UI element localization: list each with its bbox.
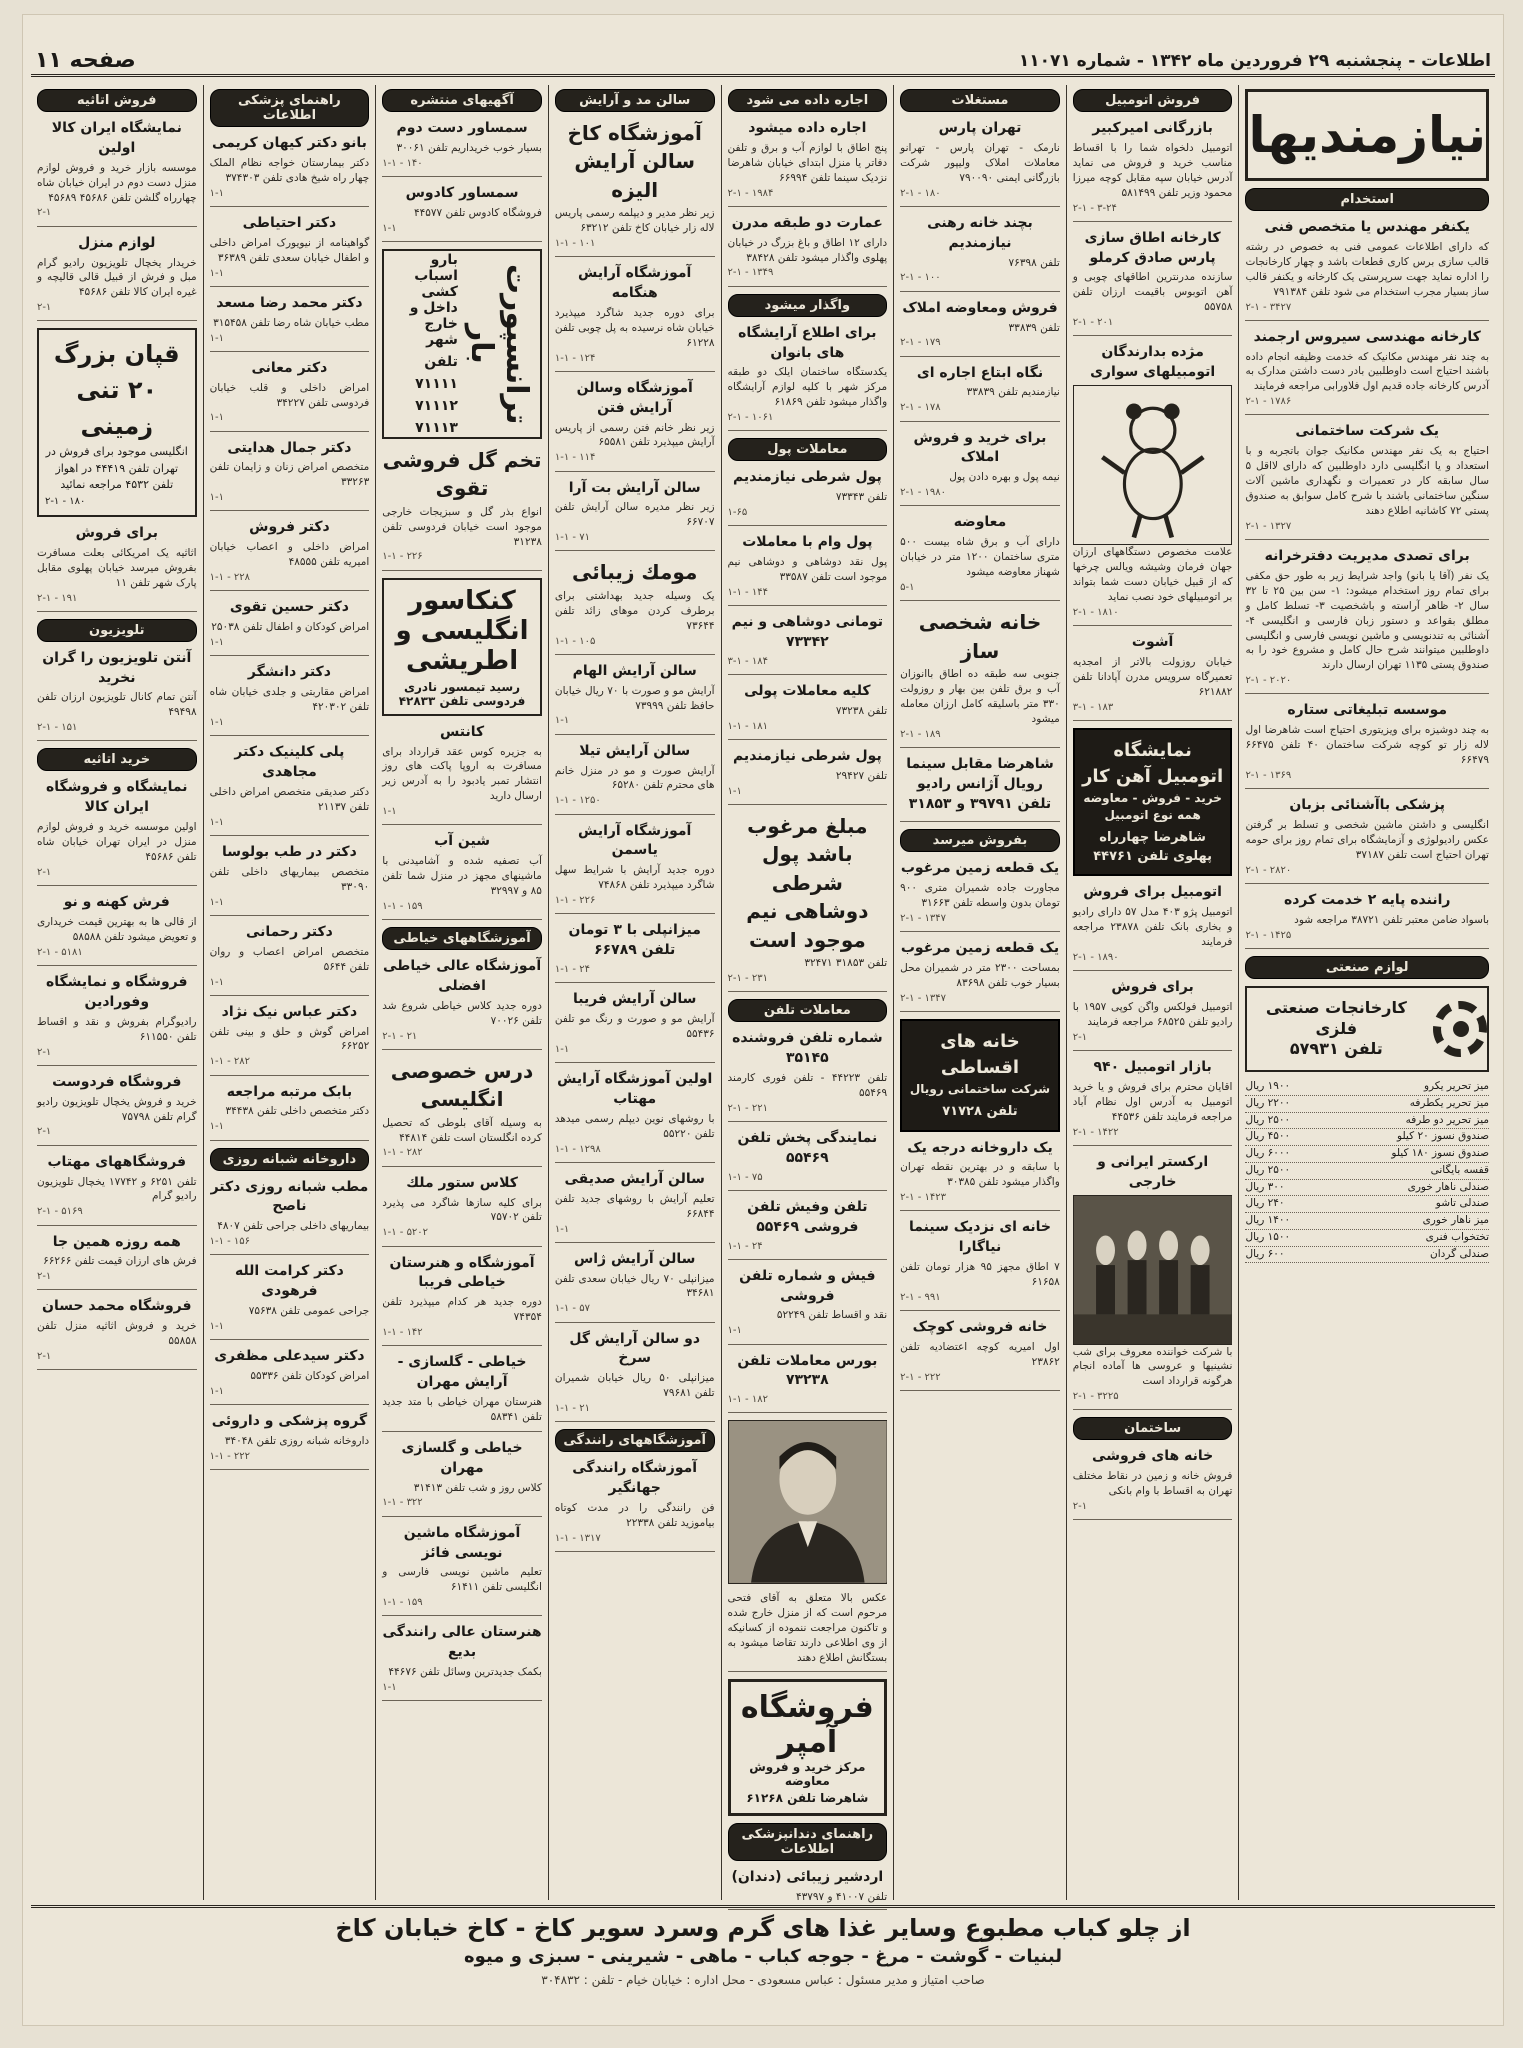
industry-name: کارخانجات صنعتی فلزی [1265,997,1407,1038]
bear-mascot-image [1073,385,1233,545]
ad-item: برای فروش اتومبیل فولکس واگن کوپی ۱۹۵۷ با رادیو تلفن ۶۸۵۲۵ مراجعه فرمایند ۲-۱ [1073,978,1233,1051]
ad-item: شماره تلفن فروشنده ۳۵۱۴۵ تلفن ۴۴۲۲۳ - تلفن فوری کارمند ۵۵۴۶۹ ۲۲۱ - ۲-۱ [728,1029,888,1122]
column-rentals-money [721,85,894,1903]
section-header-industry: لوازم صنعتی [1245,956,1489,979]
ad-item: اردشیر زیبائی (دندان) تلفن ۴۱۰۰۷ و ۴۳۷۹۷ [728,1868,888,1911]
ad-item: یکنفر مهندس یا متخصص فنی که دارای اطلاعات عمومی فنی به خصوص در رشته قالب سازی برس کاری قطعات باشد و چهار کارخانجات را اداره نماید جهت سرپرستی یک کارخانه و یکنفر قالب ساز بسیار مجرب استخدام می شود تلفن ۷۹۱۳۸۴ ۳۴۲۷ - ۲-۱ [1245,218,1489,321]
column-beauty [548,85,721,1900]
ad-item: فروش ومعاوضه املاک تلفن ۳۳۸۳۹ ۱۷۹ - ۲-۱ [900,299,1060,357]
ad-item: شاهرضا مقابل سینما رویال آژانس رادیو تلفن ۳۹۷۹۱ و ۳۱۸۵۳ [900,755,1060,823]
banner-title: نیازمندیها [1245,89,1489,181]
price-row: میز ناهار خوری ۱۴۰۰ ریال [1245,1213,1489,1230]
column-car-sales [1066,85,1239,1900]
masthead-paper: اطلاعات - پنجشنبه ۲۹ فروردین ماه ۱۳۴۲ - شماره ۱۱۰۷۱ [1018,50,1491,71]
ad-item: لوازم منزل خریدار یخچال تلویزیون رادیو گرام مبل و فرش از قبیل قالی قالیچه و غیره ایران کالا تلفن ۴۵۶۸۶ ۲-۱ [37,234,197,322]
ad-item: دو سالن آرایش گل سرخ میزانپلی ۵۰ ریال خیابان شمیران تلفن ۷۹۶۸۱ ۲۱ - ۱-۱ [555,1330,715,1423]
ad-item: یک داروخانه درجه یک با سابقه و در بهترین نقطه تهران واگذار میشود تلفن ۳۰۳۸۵ ۱۴۲۳ - ۲-۱ [900,1139,1060,1212]
transport-phone-box [382,249,542,439]
ad-item: عمارت دو طبقه مدرن دارای ۱۲ اطاق و باغ بزرگ در خیابان پهلوی واگذار میشود تلفن ۳۸۴۲۸ ۱۳۴۹ - ۲-۱ [728,214,888,287]
ad-item: نگاه ابتاع اجاره ای نیازمندیم تلفن ۳۳۸۳۹ ۱۷۸ - ۲-۱ [900,364,1060,422]
ad-item: دکتر محمد رضا مسعد مطب خیابان شاه رضا تلفن ۳۱۵۴۵۸ ۱-۱ [210,294,370,352]
column-employment [1238,85,1495,1900]
ad-item: سالن آرایش تیلا آرایش صورت و مو در منزل خانم های محترم تلفن ۶۵۲۸۰ ۱۲۵۰ - ۱-۱ [555,742,715,815]
ad-item: دکتر در طب بولوسا متخصص بیماریهای داخلی تلفن ۳۳۰۹۰ ۱-۱ [210,843,370,916]
ad-item: میزانپلی با ۳ تومان تلفن ۶۶۷۸۹ ۲۴ - ۱-۱ [555,921,715,983]
section-header-transfer: واگذار میشود [728,294,888,317]
ad-item: برای خرید و فروش املاک نیمه پول و بهره دادن پول ۱۹۸۰ - ۲-۱ [900,429,1060,507]
ad-item: پلی کلینیک دکتر مجاهدی دکتر صدیقی متخصص امراض داخلی تلفن ۲۱۱۳۷ ۱-۱ [210,743,370,836]
portrait-photo [728,1420,888,1584]
ad-item: اولین آموزشگاه آرایش مهتاب با روشهای نوین دیپلم رسمی میدهد تلفن ۵۵۲۲۰ ۱۲۹۸ - ۱-۱ [555,1070,715,1163]
ad-item: کلیه معاملات پولی تلفن ۷۳۲۳۸ ۱۸۱ - ۱-۱ [728,682,888,740]
transport-sub: بارو اسباب کشی داخل و خارج شهر [409,251,458,348]
ad-item: خانه فروشی کوچک اول امیریه کوچه اعتضادیه تلفن ۲۳۸۶۲ ۲۲۲ - ۲-۱ [900,1318,1060,1391]
ad-item: برای اطلاع آرایشگاه های بانوان یکدستگاه ساختمان ایلک دو طبقه مرکز شهر با کلیه لوازم آرایشگاه واگذار میشود تلفن ۶۱۸۶۹ ۱۰۶۱ - ۲-۱ [728,324,888,432]
ad-item: نمایشگاه و فروشگاه ایران کالا اولین موسسه خرید و فروش لوازم منزل در ایران تهران خیابان شاه تلفن ۴۵۶۸۶ ۲-۱ [37,778,197,886]
price-list [1245,1079,1489,1263]
ad-item: دکتر دانشگر امراض مقاربتی و جلدی خیابان شاه تلفن ۴۲۰۳۰۲ ۱-۱ [210,663,370,736]
ad-item: کارخانه اطاق سازی پارس صادق کرملو سازنده مدرنترین اطاقهای چوبی و آهن اتوبوس باقیمت ارزان تلفن ۵۵۷۵۸ ۲۰۱ - ۲-۱ [1073,229,1233,337]
ad-item: خیاطی - گلسازی - آرایش مهران هنرستان مهران خیاطی با متد جدید تلفن ۵۸۳۴۱ [382,1353,542,1432]
amper-store-box: فروشگاه آمپر مرکز خرید و فروش معاوضه شاهرضا تلفن ۶۱۲۶۸ [728,1679,888,1816]
ad-item: بانو دکتر کیهان کریمی دکتر بیمارستان خواجه نظام الملک چهار راه شیخ هادی تلفن ۳۷۴۳۰۳ ۱-۱ [210,134,370,207]
ad-item: تومانی دوشاهی و نیم ۷۳۳۴۲ ۱۸۴ - ۳-۱ [728,613,888,675]
portrait-caption: عکس بالا متعلق به آقای فتحی مرحوم است که از منزل خارج شده و تاکنون مراجعت ننموده از کسانیکه از وی اطلاعی دارند تقاضا میشود به بستگانش اطلاع دهند [728,1591,888,1672]
ad-item: آموزشگاه آرایش یاسمن دوره جدید آرایش با شرایط سهل شاگرد میپذیرد تلفن ۷۴۸۶۸ ۲۲۶ - ۱-۱ [555,822,715,915]
ad-item: دکتر حسین تقوی امراض کودکان و اطفال تلفن ۲۵۰۳۸ ۱-۱ [210,598,370,656]
column-medical [203,85,376,1900]
section-header-buying: خرید اتاثیه [37,748,197,771]
ad-item: اجاره داده میشود پنج اطاق با لوازم آب و برق و تلفن دفاتر یا منزل ابتدای خیابان شاهرضا نزدیک سینما تلفن ۶۶۹۹۴ ۱۹۸۴ - ۲-۱ [728,119,888,207]
ad-item: خیاطی و گلسازی مهران کلاس روز و شب تلفن ۳۱۴۱۳ ۳۲۲ - ۱-۱ [382,1439,542,1517]
ad-item: یک شرکت ساختمانی احتیاج به یک نفر مهندس مکانیک جوان باتجربه و با استعداد و یا انگلیسی دارد داوطلبین که دارای لااقل ۵ سال سابقه کار در تعمیرات و نگهداری ماشین آلات سنگین ساختمانی باشند با شرح کامل سوابق به صندوق پستی ۷۲ کاشانیه اطلاع دهند ۱۳۲۷ - ۲-۱ [1245,422,1489,540]
ad-item: هنرستان عالی رانندگی بدیع بکمک جدیدترین وسائل تلفن ۴۴۶۷۶ ۱-۱ [382,1623,542,1701]
ad-item: سمساور کادوس فروشگاه کادوس تلفن ۴۴۵۷۷ ۱-۱ [382,184,542,242]
transport-phone: ۷۱۱۱۱ [415,375,458,392]
ad-item: آموزشگاه کاخ سالن آرایش الیزه زیر نظر مدیر و دیپلمه رسمی پاریس لاله زار خیابان کاخ تلفن ۶۳۲۱۲ ۱۰۱ - ۱-۱ [555,119,715,257]
ad-item: برای فروش اثاثیه یک امریکائی بعلت مسافرت بفروش میرسد خیابان پهلوی مقابل پارک شهر تلفن ۱۱ ۱۹۱ - ۲-۱ [37,524,197,612]
ad-item: بچند خانه رهنی نیازمندیم تلفن ۷۶۳۹۸ ۱۰۰ - ۲-۱ [900,214,1060,292]
industry-logo [1245,986,1489,1072]
ad-item: راننده پایه ۲ خدمت کرده باسواد ضامن معتبر تلفن ۳۸۷۲۱ مراجعه شود ۱۴۲۵ - ۲-۱ [1245,891,1489,949]
car-showroom-box: نمایشگاه اتومبیل آهن کار خرید - فروش - معاوضه همه نوع اتومبیل شاهرضا چهارراه پهلوی تلفن ۴۴۷۶۱ [1073,728,1233,877]
ad-item: فروشگاه محمد حسان خرید و فروش اثاثیه منزل تلفن ۵۵۸۵۸ ۲-۱ [37,1297,197,1370]
ad-item: دکتر رحمانی متخصص امراض اعصاب و روان تلفن ۵۶۴۴ ۱-۱ [210,923,370,996]
ad-item: سالن آرایش بت آرا زیر نظر مدیره سالن آرایش تلفن ۶۶۷۰۷ ۷۱ - ۱-۱ [555,479,715,552]
section-header-dentist: راهنمای دندانپزشکی اطلاعات [728,1823,888,1861]
ad-item: بابک مرتبه مراجعه دکتر متخصص داخلی تلفن ۳۴۴۳۸ ۱-۱ [210,1083,370,1141]
section-header-night-pharmacy: داروخانه شبانه روزی [210,1148,370,1171]
ad-item: پزشکی باآشنائی بزبان انگلیسی و داشتن ماشین شخصی و تسلط بر گرفتن عکس رادیولوژی و آزمایشگاه برای تمام روز برای حومه تهران احتیاج است تلفن ۳۷۱۸۷ ۲۸۲۰ - ۲-۱ [1245,796,1489,884]
ad-item: کارخانه مهندسی سیروس ارجمند به چند نفر مهندس مکانیک که خدمت وظیفه انجام داده باشند احتیاج است داوطلبین بادر دست داشتن مدارک به آدرس کارخانه جاده قدیم اول فلاورابی مراجعه فرمایند ۱۷۸۶ - ۲-۱ [1245,328,1489,416]
ad-item: پول شرطی نیازمندیم تلفن ۲۹۴۲۷ ۱-۱ [728,747,888,805]
scale-box: قپان بزرگ ۲۰ تنی زمینی انگلیسی موجود برای فروش در تهران تلفن ۴۴۴۱۹ در اهواز تلفن ۴۵۳۲ مراجعه نمائید ۱۸۰ - ۲-۱ [37,328,197,517]
section-header-registered: آگهیهای منتشره [382,89,542,112]
price-row: میز تحریر یکرو ۱۹۰۰ ریال [1245,1079,1489,1096]
ad-item: گروه پزشکی و داروئی داروخانه شبانه روزی تلفن ۳۴۰۴۸ ۲۲۲ - ۱-۱ [210,1412,370,1470]
installments-box: خانه های اقساطی شرکت ساختمانی رویال تلفن ۷۱۷۲۸ [900,1019,1060,1131]
column-real-estate [893,85,1066,1900]
ad-item: اتومبیل برای فروش اتومبیل پژو ۴۰۳ مدل ۵۷ دارای رادیو و بخاری بانک تلفن ۲۳۸۷۸ مراجعه فرمایند ۱۸۹۰ - ۲-۱ [1073,883,1233,971]
ad-item: سالن آرایش ژاس میزانپلی ۷۰ ریال خیابان سعدی تلفن ۳۴۶۸۱ ۵۷ - ۱-۱ [555,1250,715,1323]
newspaper-page [22,14,1504,2026]
ad-item: آشوت خیابان روزولت بالاتر از امجدیه تعمیرگاه سرویس مدرن آپادانا تلفن ۶۲۱۸۸۲ ۱۸۳ - ۳-۱ [1073,633,1233,721]
ad-item: آموزشگاه و هنرستان خیاطی فریبا دوره جدید هر کدام میپذیرد تلفن ۷۴۳۵۴ ۱۴۲ - ۱-۱ [382,1254,542,1347]
price-row: صندوق نسوز ۱۸۰ کیلو ۶۰۰۰ ریال [1245,1146,1489,1163]
price-row: قفسه بایگانی ۲۵۰۰ ریال [1245,1163,1489,1180]
section-header-employment: استخدام [1245,188,1489,211]
section-header-phones: معاملات تلفن [728,999,888,1022]
section-header-car-sales: فروش اتومبیل [1073,89,1233,112]
ad-item: پول شرطی نیازمندیم تلفن ۷۳۳۴۳ ۱-۶۵ [728,468,888,526]
masthead [31,47,1495,77]
industry-tel: تلفن ۵۷۹۳۱ [1289,1039,1383,1059]
ad-item: تلفن وفیش تلفن فروشی ۵۵۴۶۹ ۲۴ - ۱-۱ [728,1198,888,1260]
ad-item: نمایندگی پخش تلفن ۵۵۴۶۹ ۷۵ - ۱-۱ [728,1129,888,1191]
ad-item: دکتر معانی امراض داخلی و قلب خیابان فردوسی تلفن ۳۴۲۲۷ ۱-۱ [210,359,370,432]
ad-item: پول وام با معاملات پول نقد دوشاهی و دوشاهی نیم موجود است تلفن ۳۳۵۸۷ ۱۴۴ - ۱-۱ [728,533,888,606]
ad-item: آموزشگاه عالی خیاطی افضلی دوره جدید کلاس خیاطی شروع شد تلفن ۷۰۰۲۶ ۲۱ - ۲-۱ [382,957,542,1050]
ad-item: کلاس ستور ملك برای کلیه سازها شاگرد می پذیرد تلفن ۷۵۷۰۲ ۵۲۰۲ - ۱-۱ [382,1174,542,1247]
price-row: میز تحریر دو طرفه ۲۵۰۰ ریال [1245,1113,1489,1130]
price-row: میز تحریر یکطرفه ۲۲۰۰ ریال [1245,1096,1489,1113]
ad-item: برای تصدی مدیریت دفترخرانه یک نفر (آقا یا بانو) واجد شرایط زیر به طور حق مکفی برای تمام روز استخدام میشود: ۱- سن بین ۲۵ تا ۳۲ سال ۲- ظاهر آراسته و باشخصیت ۳- تسلط کامل و مطلق بقواعد و دستور زبان فارسی و انگلیسی ۴- آشنائی به تندنویسی و ماشین نویسی فارسی و انگلیسی داوطلبین میتوانند شرح حال کامل و مشروع خود را به صندوق پستی ۱۱۳۵ تهران ارسال دارند ۲۰۲۰ - ۲-۱ [1245,547,1489,694]
gear-icon [1433,1001,1487,1057]
ad-item: مومك زیبائی یک وسیله جدید بهداشتی برای برطرف کردن موهای زائد تلفن ۷۳۶۴۴ ۱۰۵ - ۱-۱ [555,558,715,654]
ad-item: خانه های فروشی فروش خانه و زمین در نقاط مختلف تهران به اقساط با وام بانکی ۲-۱ [1073,1447,1233,1520]
ad-item: سالن آرایش صدیقی تعلیم آرایش با روشهای جدید تلفن ۶۶۸۴۴ ۱-۱ [555,1170,715,1243]
section-header-driving: آموزشگاههای رانندگی [555,1429,715,1452]
column-registered [375,85,548,1900]
ad-item: درس خصوصی انگلیسی به وسیله آقای بلوطی که تحصیل کرده انگلستان است تلفن ۴۴۸۱۴ ۲۸۲ - ۱-۱ [382,1057,542,1167]
ad-item: آنتن تلویزیون را گران نخرید آنتن تمام کانال تلویزیون ارزان تلفن ۴۹۴۹۸ ۱۵۱ - ۲-۱ [37,649,197,742]
ad-item: همه روزه همین جا فرش های ارزان قیمت تلفن ۶۶۲۶۶ ۲-۱ [37,1233,197,1291]
ad-item: مژده بدارندگان اتومبیلهای سواری علامت مخصوص دستگاههای ارزان جهان فرمان وشیشه ویالس چرخها که از قبیل خیابان دست شما بتواند بر اتومبیلهای خود نصب نماید ۱۸۱۰ - ۲-۱ [1073,343,1233,626]
ad-item: یک قطعه زمین مرغوب مجاورت جاده شمیران متری ۹۰۰ تومان بدون واسطه تلفن ۳۱۶۶۳ ۱۳۴۷ - ۲-۱ [900,859,1060,932]
ad-item: آموزشگاه وسالن آرایش فتن زیر نظر خانم فتن رسمی از پاریس آرایش میپذیرد تلفن ۶۵۵۸۱ ۱۱۴ - ۱-۱ [555,379,715,472]
section-header-building: ساختمان [1073,1417,1233,1440]
ad-item: خانه ای نزدیک سینما نیاگارا ۷ اطاق مجهز ۹۵ هزار تومان تلفن ۶۱۶۵۸ ۹۹۱ - ۲-۱ [900,1218,1060,1311]
price-row: صندوق نسوز ۲۰ کیلو ۴۵۰۰ ریال [1245,1129,1489,1146]
ad-item: شین آب آب تصفیه شده و آشامیدنی با ماشینهای مجهز در منزل شما تلفن ۸۵ و ۳۲۹۹۷ ۱۵۹ - ۱-۱ [382,832,542,920]
ad-item: ارکستر ایرانی و خارجی با شرکت خواننده معروف برای شب نشینیها و عروسی ها آماده انجام هرگونه قرارداد است ۳۲۲۵ - ۲-۱ [1073,1153,1233,1411]
section-header-schools: آموزشگاههای خیاطی [382,927,542,950]
section-header-tv: تلویزیون [37,619,197,642]
ad-item: آموزشگاه رانندگی جهانگیر فن رانندگی را در مدت کوتاه بیاموزید تلفن ۲۲۳۳۸ ۱۳۱۷ - ۱-۱ [555,1459,715,1552]
section-header-rent: اجاره داده می شود [728,89,888,112]
footer-line-1: از چلو کباب مطبوع وسایر غذا های گرم وسرد سویر کاخ - کاخ خیابان کاخ [335,1914,1191,1942]
orchestra-photo [1073,1195,1233,1345]
ad-item: دکتر عباس نیک نژاد امراض گوش و حلق و بینی تلفن ۶۶۲۵۲ ۲۸۲ - ۱-۱ [210,1003,370,1076]
ad-item: بازار اتومبیل ۹۴۰ اقایان محترم برای فروش و یا خرید اتومبیل به آدرس اول نظام آباد مراجعه فرمایند تلفن ۴۴۵۳۶ ۱۴۲۲ - ۲-۱ [1073,1058,1233,1146]
ad-item: فروشگاههای مهتاب تلفن ۶۲۵۱ و ۱۷۷۴۲ یخچال تلویزیون رادیو گرام ۵۱۶۹ - ۲-۱ [37,1153,197,1226]
ad-item: فروشگاه و نمایشگاه وفورادین رادیوگرام بفروش و نقد و اقساط تلفن ۶۱۱۵۵۰ ۲-۱ [37,973,197,1066]
transport-title: ترانسپورت بار [463,263,534,425]
section-header-sold: بفروش میرسد [900,829,1060,852]
ad-item: آموزشگاه آرایش هنگامه برای دوره جدید شاگرد میپذیرد خیابان شاه نرسیده به پل چوبی تلفن ۶۱۲۲۸ ۱۲۴ - ۱-۱ [555,264,715,372]
ad-item: تخم گل فروشی تقوی انواع بذر گل و سبزیجات خارجی موجود است خیابان فردوسی تلفن ۳۱۲۳۸ ۲۲۶ - ۱-۱ [382,446,542,571]
ad-item: مطب شبانه روزی دکتر ناصح بیماریهای داخلی جراحی تلفن ۴۸۰۷ ۱۵۶ - ۱-۱ [210,1178,370,1256]
ad-item: بازرگانی امیرکبیر اتومبیل دلخواه شما را با اقساط مناسب خرید و فروش می نماید آدرس خیابان سپه مقابل کوچه میرزا محمود وزیر تلفن ۵۸۱۴۹۹ ۳-۲۴ - ۲-۱ [1073,119,1233,222]
ad-item: یک قطعه زمین مرغوب بمساحت ۲۳۰۰ متر در شمیران محل بسیار خوب تلفن ۸۳۶۹۸ ۱۳۴۷ - ۲-۱ [900,939,1060,1012]
section-header-beauty: سالن مد و آرایش [555,89,715,112]
ad-item: کانتس به جزیره کوس عقد قرارداد برای مسافرت به اروپا پاکت های روز انتشار تمبر یادبود را به آدرس زیر ارسال دارید ۱-۱ [382,723,542,826]
transport-phone: ۷۱۱۱۲ [415,397,458,414]
page-number: صفحه ۱۱ [35,48,136,73]
ad-item: دکتر جمال هدایتی متخصص امراض زنان و زایمان تلفن ۳۳۲۶۳ ۱-۱ [210,439,370,512]
classifieds-columns [31,85,1495,1903]
ad-item: خانه شخصی ساز جنوبی سه طبقه ده اطاق باانوزان آب و برق تلفن بین بهار و روزولت ۳۳۰ متر باسلیقه کامل ارزان معامله میشود ۱۸۹ - ۲-۱ [900,608,1060,748]
price-row: صندلی گردان ۶۰۰ ریال [1245,1247,1489,1264]
ad-item: نمایشگاه ایران کالا اولین موسسه بازار خرید و فروش لوازم منزل دست دوم در ایران خیابان شاه چهارراه گلشن تلفن ۴۵۶۸۶ ۴۵۶۸۹ ۲-۱ [37,119,197,227]
concassor-box: کنکاسور انگلیسی و اطریشی رسید تیمسور نادری فردوسی تلفن ۴۲۸۳۳ [382,578,542,716]
ad-item: سالن آرایش الهام آرایش مو و صورت با ۷۰ ریال خیابان حافظ تلفن ۷۳۹۹۹ ۱-۱ [555,662,715,735]
ad-item: سالن آرایش فریبا آرایش مو و صورت و رنگ مو تلفن ۵۵۴۳۶ ۱-۱ [555,990,715,1063]
footer-banner [31,1905,1495,2019]
price-row: تختخواب فنری ۱۵۰۰ ریال [1245,1230,1489,1247]
section-header-sales: فروش اتاثیه [37,89,197,112]
ad-item: بورس معاملات تلفن ۷۳۲۳۸ ۱۸۲ - ۱-۱ [728,1352,888,1414]
section-header-real-estate: مستغلات [900,89,1060,112]
price-row: صندلی ناهار خوری ۳۰۰ ریال [1245,1180,1489,1197]
ad-item: فروشگاه فردوست خرید و فروش یخچال تلویزیون رادیو گرام تلفن ۷۵۷۹۸ ۲-۱ [37,1073,197,1146]
column-furniture [31,85,203,1900]
ad-item: دکتر فروش امراض داخلی و اعصاب خیابان امیریه تلفن ۴۸۵۵۵ ۲۲۸ - ۱-۱ [210,518,370,591]
ad-item: فرش کهنه و نو از قالی ها به بهترین قیمت خریداری و تعویض میشود تلفن ۵۸۵۸۸ ۵۱۸۱ - ۲-۱ [37,893,197,966]
ad-item: تهران پارس نارمک - تهران پارس - تهرانو معاملات املاک ولیپور شرکت بازرگانی ایمنی ۷۹۰۰۹۰ ۱۸۰ - ۲-۱ [900,119,1060,207]
ad-item: دکتر احتیاطی گواهینامه از نیویورک امراض داخلی و اطفال خیابان سعدی تلفن ۳۶۳۸۹ ۱-۱ [210,214,370,287]
ad-item: معاوضه دارای آب و برق شاه بیست ۵۰۰ متری ساختمان ۱۲۰۰ متر در خیابان شهناز معاوضه میشود ۵-۱ [900,513,1060,601]
ad-item: فیش و شماره تلفن فروشی نقد و اقساط تلفن ۵۲۲۴۹ ۱-۱ [728,1267,888,1345]
footer-line-2: لبنیات - گوشت - مرغ - جوجه کباب - ماهی - شیرینی - سبزی و میوه [464,1946,1062,1967]
ad-item: آموزشگاه ماشین نویسی فائز تعلیم ماشین نویسی فارسی و انگلیسی تلفن ۶۱۴۱۱ ۱۵۹ - ۱-۱ [382,1524,542,1617]
ad-item: دکتر سیدعلی مظفری امراض کودکان تلفن ۵۵۳۳۶ ۱-۱ [210,1347,370,1405]
transport-label: تلفن [424,353,458,370]
price-row: صندلی تاشو ۲۴۰ ریال [1245,1196,1489,1213]
section-header-medical: راهنمای پزشکی اطلاعات [210,89,370,127]
section-header-money: معاملات پول [728,438,888,461]
ad-item: موسسه تبلیغاتی ستاره به چند دوشیزه برای ویزیتوری احتیاج است شاهرضا اول لاله زار تو کوچه شرکت ساختمان ۴۰ تلفن ۶۶۴۷۵ ۶۶۴۷۹ ۱۳۶۹ - ۲-۱ [1245,701,1489,789]
transport-phone: ۷۱۱۱۳ [415,419,458,436]
ad-item: مبلغ مرغوب باشد پول شرطی دوشاهی نیم موجود است تلفن ۳۱۸۵۳ ۳۲۴۷۱ ۲۳۱ - ۲-۱ [728,812,888,992]
ad-item: سمساور دست دوم بسیار خوب خریداریم تلفن ۳۰۰۶۱ ۱۴۰ - ۱-۱ [382,119,542,177]
footer-imprint: صاحب امتیاز و مدیر مسئول : عباس مسعودی - محل اداره : خیابان خیام - تلفن : ۳۰۴۸۳۲ [541,1973,985,1987]
ad-item: دکتر کرامت الله فرهودی جراحی عمومی تلفن ۷۵۶۳۸ ۱-۱ [210,1262,370,1340]
